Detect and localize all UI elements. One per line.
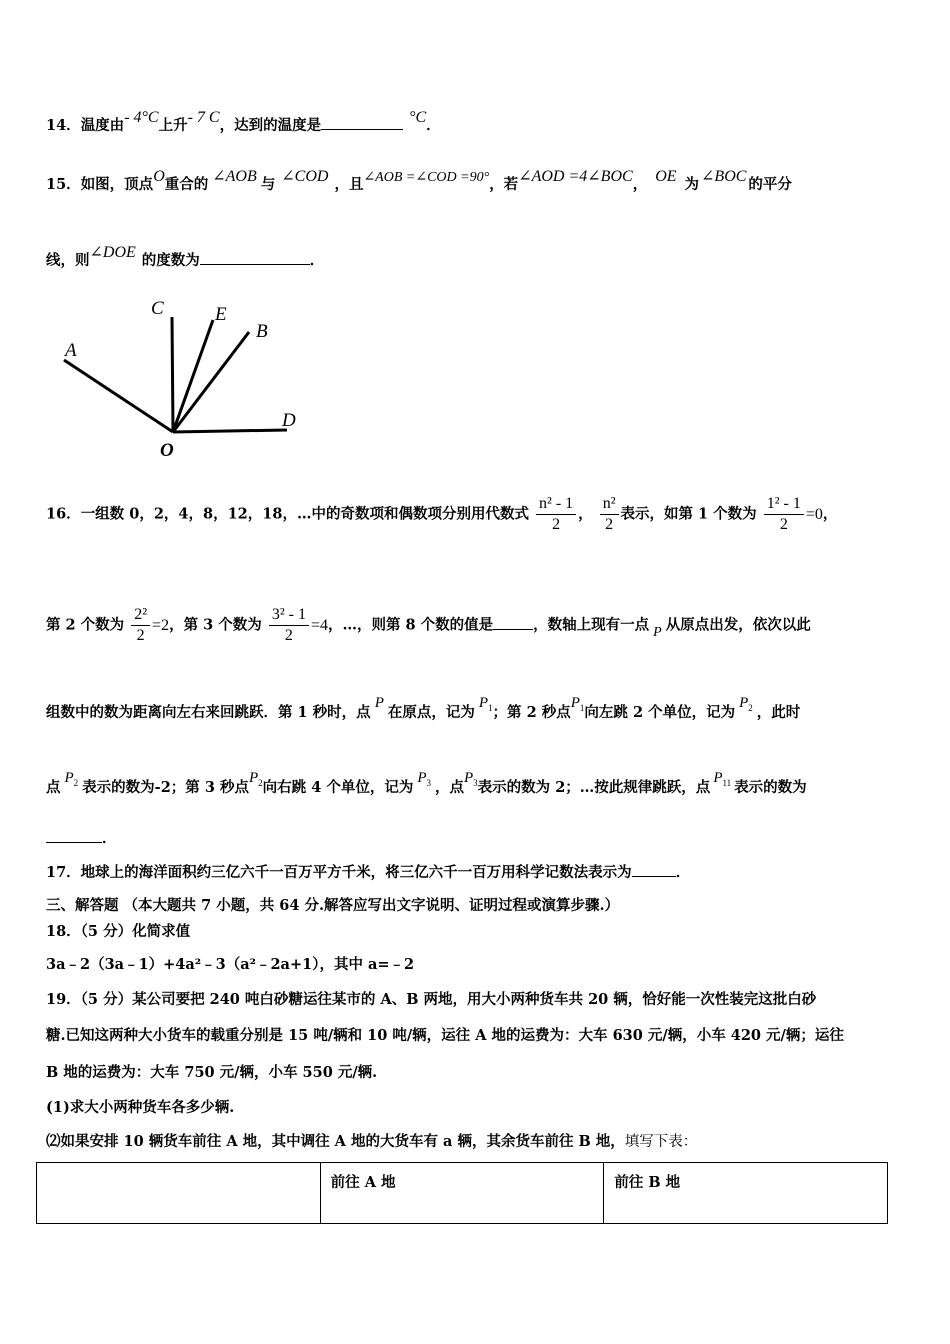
q14-unit: °C <box>409 109 427 126</box>
q15-angle-doe: ∠DOE <box>89 244 136 261</box>
q14-value2: - 7 C <box>187 109 220 126</box>
q15-eq1: ∠AOB =∠COD =90° <box>363 170 490 185</box>
q19-part-2: ⑵如果安排 10 辆货车前往 A 地，其中调往 A 地的大货车有 a 辆，其余货车前往 B 地，填写下表： <box>46 1133 698 1150</box>
label-a: A <box>65 340 77 361</box>
q14-line: 14．温度由- 4°C上升- 7 C，达到的温度是 °C． <box>46 109 441 134</box>
section-3-heading: 三、解答题 （本大题共 7 小题，共 64 分.解答应写出文字说明、证明过程或演算步骤.） <box>46 897 620 914</box>
q15-answer-blank[interactable] <box>200 250 310 265</box>
label-o: O <box>160 440 174 461</box>
q16-line-2: 第 2 个数为 $\frac{\text{2²}}{2}$ =2，第 3 个数为 $\frac{\text{3² - 1}}{2}$ =4，…，则第 8 个数的值是 ，数轴上现有一点 P 从原点出发，依次以此 <box>46 606 811 644</box>
q19-line-3: B 地的运费为：大车 750 元/辆，小车 550 元/辆. <box>46 1064 378 1081</box>
q15-line-1: 15．如图，顶点O重合的 ∠AOB 与 ∠COD ，且∠AOB =∠COD =90°，若∠AOD =4∠BOC， OE 为 ∠BOC 的平分 <box>46 168 792 193</box>
ray-oe <box>173 320 213 432</box>
q15-angle-cod: ∠COD <box>281 168 329 185</box>
q18-expression: 3a﹣2（3a﹣1）+4a²﹣3（a²﹣2a+1），其中 a=﹣2 <box>46 956 415 973</box>
ray-ob <box>173 332 249 432</box>
q16-line-4: 点$P_2$ 表示的数为-2；第 3 秒点$P_2$向右跳 4 个单位，记为$P_3$ ，点$P_3$表示的数为 2；…按此规律跳跃，点$P_{11}$ 表示的数为 <box>46 770 807 796</box>
table-header-to-b: 前往 B 地 <box>604 1163 888 1224</box>
table-header-to-a: 前往 A 地 <box>320 1163 604 1224</box>
q14-value1: - 4°C <box>124 109 159 126</box>
q15-oe: OE <box>655 168 677 185</box>
q19-line-2: 糖.已知这两种大小货车的载重分别是 15 吨/辆和 10 吨/辆，运往 A 地的运费为：大车 630 元/辆，小车 420 元/辆；运往 <box>46 1027 844 1044</box>
q16-fraction-odd: $\frac{\text{n² - 1}}{2}$ <box>536 494 576 535</box>
ray-oc <box>172 317 173 432</box>
q19-line-1: 19．（5 分）某公司要把 240 吨白砂糖运往某市的 A、B 两地，用大小两种货车共 20 辆，恰好能一次性装完这批白砂 <box>46 991 817 1008</box>
q15-angle-boc: ∠BOC <box>701 168 747 185</box>
q17-line: 17．地球上的海洋面积约三亿六千一百万平方千米，将三亿六千一百万用科学记数法表示为 ． <box>46 864 691 881</box>
q16-line-1: 16．一组数 0，2，4，8，12，18，…中的奇数项和偶数项分别用代数式 $\frac{\text{n² - 1}}{2}$ ， $\frac{\text{n²}}{2}$ 表示，如第 1 个数为 $\frac{\text{1² - 1}}{2}$ =0， <box>46 495 838 533</box>
ray-oa <box>64 360 173 432</box>
q16-fraction-third: $\frac{\text{3² - 1}}{2}$ <box>269 605 309 646</box>
angle-figure <box>55 292 315 464</box>
table-row <box>37 1163 888 1224</box>
q15-angle-aob: ∠AOB <box>212 168 257 185</box>
q15-point-o: O <box>153 168 165 185</box>
q16-fraction-second: $\frac{\text{2²}}{2}$ <box>131 605 150 646</box>
label-b: B <box>256 321 268 342</box>
q16-line-3: 组数中的数为距离向左右来回跳跃．第 1 秒时，点P在原点，记为$P_1$；第 2 秒点$P_1$向左跳 2 个单位，记为$P_2$ ，此时 <box>46 695 801 721</box>
ray-od <box>173 430 287 432</box>
q15-line-2: 线，则∠DOE 的度数为 ． <box>46 244 325 269</box>
q16-fraction-first: $\frac{\text{1² - 1}}{2}$ <box>764 494 804 535</box>
q16-answer-blank-2[interactable] <box>46 828 102 843</box>
q15-eq2: ∠AOD =4∠BOC <box>518 168 633 185</box>
q14-answer-blank[interactable] <box>321 115 403 130</box>
q17-answer-blank[interactable] <box>632 862 676 877</box>
q19-part-1: (1)求大小两种货车各多少辆. <box>46 1099 235 1116</box>
label-e: E <box>215 304 227 325</box>
q18-title: 18．（5 分）化简求值 <box>46 923 191 940</box>
q16-line-5: ． <box>46 828 117 849</box>
q16-answer-blank-1[interactable] <box>493 615 533 630</box>
q19-table <box>36 1162 888 1224</box>
label-d: D <box>282 410 296 431</box>
label-c: C <box>151 298 164 319</box>
q16-fraction-even: $\frac{\text{n²}}{2}$ <box>600 494 619 535</box>
table-header-empty[interactable] <box>37 1163 321 1224</box>
